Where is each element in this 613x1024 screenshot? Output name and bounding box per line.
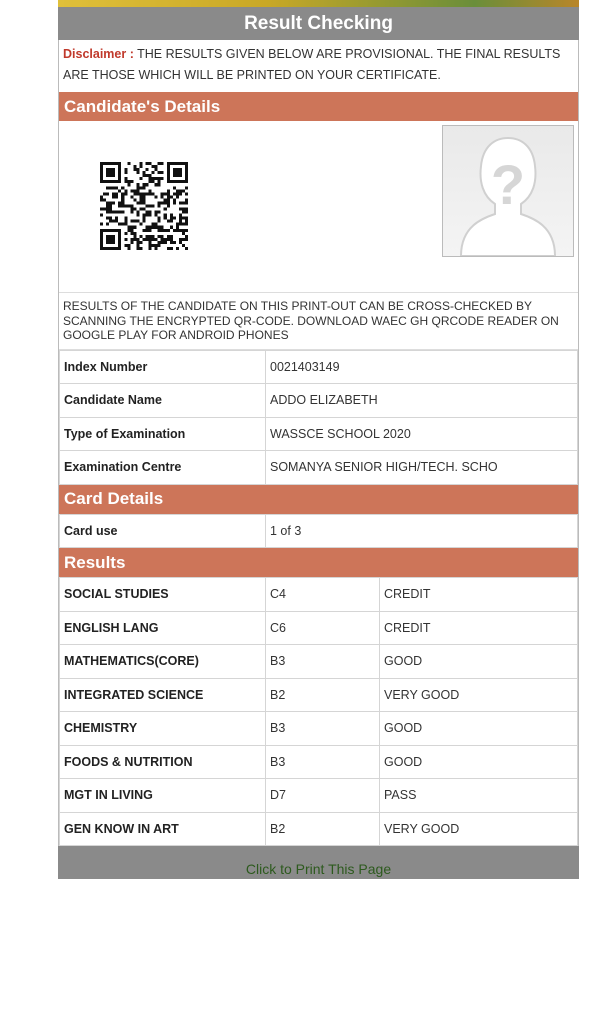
table-row (60, 578, 578, 612)
candidate-name-label: Candidate Name (60, 384, 266, 418)
remark-cell: CREDIT (380, 611, 578, 645)
qr-note: RESULTS OF THE CANDIDATE ON THIS PRINT-OUT CAN BE CROSS-CHECKED BY SCANNING THE ENCRYPTED QR-CODE. DOWNLOAD WAEC GH QRCODE READER ON GOOGLE PLAY FOR ANDROID PHONES (59, 293, 578, 350)
table-row (60, 451, 578, 485)
disclaimer (59, 40, 578, 92)
table-row (60, 611, 578, 645)
exam-centre-label: Examination Centre (60, 451, 266, 485)
remark-cell: GOOD (380, 645, 578, 679)
remark-cell: CREDIT (380, 578, 578, 612)
grade-cell: C4 (266, 578, 380, 612)
remark-cell: GOOD (380, 745, 578, 779)
table-row (60, 712, 578, 746)
card-section-header: Card Details (59, 485, 578, 514)
table-row (60, 417, 578, 451)
candidate-section-header: Candidate's Details (59, 92, 578, 121)
index-number-value: 0021403149 (266, 350, 578, 384)
remark-cell: PASS (380, 779, 578, 813)
card-use-label: Card use (60, 514, 266, 548)
table-row (60, 745, 578, 779)
subject-cell: MGT IN LIVING (60, 779, 266, 813)
grade-cell: B2 (266, 678, 380, 712)
candidate-table (59, 350, 578, 485)
card-table (59, 514, 578, 549)
remark-cell: VERY GOOD (380, 812, 578, 846)
table-row (60, 678, 578, 712)
subject-cell: SOCIAL STUDIES (60, 578, 266, 612)
grade-cell: D7 (266, 779, 380, 813)
remark-cell: GOOD (380, 712, 578, 746)
subject-cell: MATHEMATICS(CORE) (60, 645, 266, 679)
svg-text:?: ? (490, 153, 526, 216)
results-table (59, 577, 578, 846)
table-row (60, 350, 578, 384)
index-number-label: Index Number (60, 350, 266, 384)
disclaimer-text: THE RESULTS GIVEN BELOW ARE PROVISIONAL. THE FINAL RESULTS ARE THOSE WHICH WILL BE PRINTED ON YOUR CERTIFICATE. (63, 47, 561, 82)
subject-cell: FOODS & NUTRITION (60, 745, 266, 779)
table-row (60, 779, 578, 813)
table-row (60, 514, 578, 548)
subject-cell: GEN KNOW IN ART (60, 812, 266, 846)
person-placeholder-icon (442, 125, 574, 257)
card-use-value: 1 of 3 (266, 514, 578, 548)
grade-cell: B3 (266, 712, 380, 746)
exam-type-value: WASSCE SCHOOL 2020 (266, 417, 578, 451)
remark-cell: VERY GOOD (380, 678, 578, 712)
grade-cell: B2 (266, 812, 380, 846)
disclaimer-label: Disclaimer : (63, 47, 134, 61)
result-card (58, 0, 579, 879)
exam-type-label: Type of Examination (60, 417, 266, 451)
photo-area (59, 121, 578, 293)
table-row (60, 645, 578, 679)
candidate-name-value: ADDO ELIZABETH (266, 384, 578, 418)
grade-cell: B3 (266, 645, 380, 679)
table-row (60, 384, 578, 418)
grade-cell: C6 (266, 611, 380, 645)
banner-strip (58, 0, 579, 7)
subject-cell: INTEGRATED SCIENCE (60, 678, 266, 712)
results-section-header: Results (59, 548, 578, 577)
page-title: Result Checking (58, 7, 579, 40)
exam-centre-value: SOMANYA SENIOR HIGH/TECH. SCHO (266, 451, 578, 485)
table-row (60, 812, 578, 846)
subject-cell: ENGLISH LANG (60, 611, 266, 645)
qr-code-icon (100, 162, 188, 250)
print-page-link[interactable]: Click to Print This Page (245, 861, 392, 877)
grade-cell: B3 (266, 745, 380, 779)
subject-cell: CHEMISTRY (60, 712, 266, 746)
footer-bar (58, 846, 579, 879)
